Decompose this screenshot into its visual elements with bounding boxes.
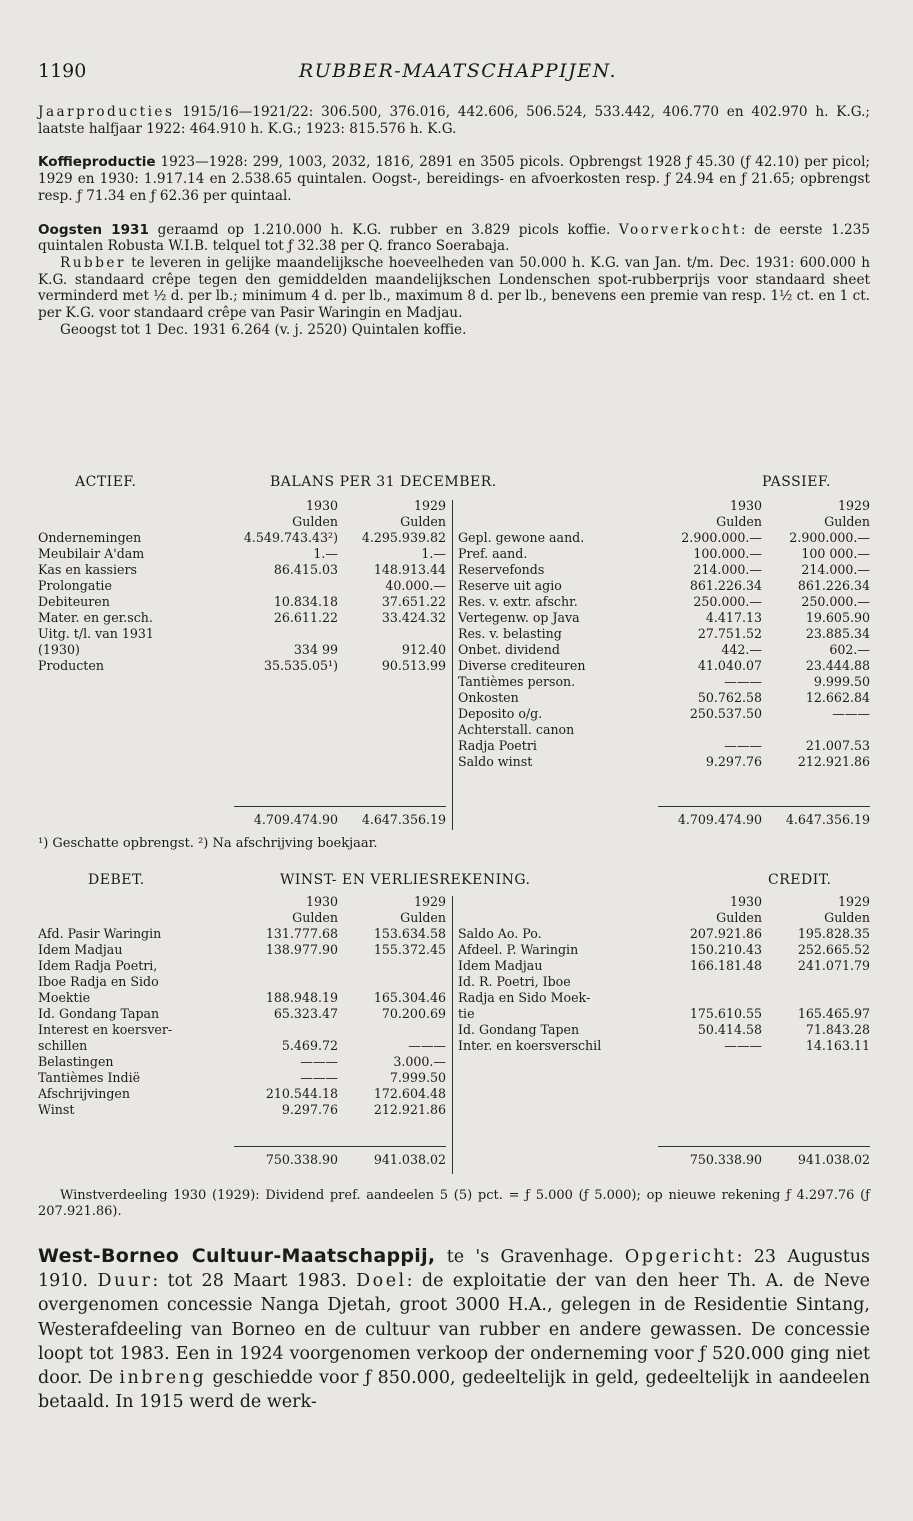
row-label: Gepl. gewone aand. (458, 530, 585, 545)
value-1930 (234, 626, 338, 642)
table-row (38, 1006, 446, 1022)
spaced-term: Duur (97, 1271, 153, 1292)
value-1929: 71.843.28 (805, 1022, 870, 1037)
value-1930 (234, 578, 338, 594)
year-header: 1929 (413, 894, 446, 909)
total-value: 750.338.90 (265, 1152, 338, 1167)
row-label: Pref. aand. (458, 546, 528, 561)
credit-table (458, 894, 870, 1054)
value-1930: ——— (724, 674, 762, 689)
value-1930: 4.549.743.43²) (243, 530, 338, 545)
table-row (458, 754, 870, 770)
value-1929: ——— (832, 706, 870, 721)
currency-header: Gulden (292, 910, 338, 925)
currency-header: Gulden (824, 910, 870, 925)
spaced-term: inbreng (119, 1368, 207, 1389)
table-row (458, 926, 870, 942)
value-1929: 40.000.— (385, 578, 446, 593)
currency-header: Gulden (716, 514, 762, 529)
bold-term: Oogsten 1931 (38, 221, 149, 238)
bold-term: Koffieproductie (38, 154, 156, 171)
value-1929 (762, 722, 870, 738)
row-label: Radja Poetri (458, 738, 537, 753)
debet-totals (234, 1152, 446, 1168)
value-1929: 4.295.939.82 (361, 530, 446, 545)
row-label: (1930) (38, 642, 80, 657)
table-row (38, 958, 446, 974)
total-value: 941.038.02 (797, 1152, 870, 1167)
table-row (458, 674, 870, 690)
table-row (38, 1038, 446, 1054)
value-1929: 19.605.90 (805, 610, 870, 625)
value-1930: 207.921.86 (689, 926, 762, 941)
value-1929 (338, 958, 446, 974)
paragraph-text: : 23 Augustus 1910. (38, 1247, 870, 1292)
page-number: 1190 (38, 60, 87, 82)
row-label: Id. Gondang Tapen (458, 1022, 580, 1037)
table-row (38, 546, 446, 562)
table-row (458, 958, 870, 974)
row-label: Winst (38, 1102, 75, 1117)
total-value: 4.709.474.90 (253, 812, 338, 827)
row-label: Id. R. Poetri, Iboe (458, 974, 571, 989)
value-1930: 334 99 (293, 642, 338, 657)
value-1930: 250.000.— (693, 594, 762, 609)
value-1929: 7.999.50 (389, 1070, 446, 1085)
table-row (458, 610, 870, 626)
table-row (38, 594, 446, 610)
value-1929: 70.200.69 (381, 1006, 446, 1021)
paragraph-text: te leveren in gelijke maandelijksche hoeveelheden van 50.000 h. K.G. van Jan. t/m. Dec. 1931: 600.000 h K.G. standaard crêpe tegen den gemiddelden maandelijkschen Londenschen spot-rubberprijs voor standaard sheet verminderd met ½ d. per lb.; minimum 4 d. per lb., maximum 8 d. per lb., benevens een premie van resp. 1½ ct. en 1 ct. per K.G. voor standaard crêpe van Pasir Waringin en Madjau. (38, 254, 870, 322)
value-1930: 50.414.58 (697, 1022, 762, 1037)
intro-text (38, 104, 870, 338)
company-name: West-Borneo Cultuur-Maatschappij, (38, 1245, 436, 1267)
row-label: Id. Gondang Tapan (38, 1006, 160, 1021)
oogsten-paragraph (38, 222, 870, 255)
row-label: Afschrijvingen (38, 1086, 130, 1101)
paragraph-text: : tot 28 Maart 1983. (152, 1271, 357, 1292)
row-label: Onkosten (458, 690, 519, 705)
value-1930 (658, 974, 762, 990)
balans-divider (452, 500, 453, 830)
table-row (458, 990, 870, 1006)
table-row (38, 926, 446, 942)
west-borneo-paragraph (38, 1244, 870, 1414)
table-row (38, 1054, 446, 1070)
value-1929: 9.999.50 (813, 674, 870, 689)
table-row (458, 658, 870, 674)
value-1929: 602.— (829, 642, 870, 657)
value-1929: 90.513.99 (381, 658, 446, 673)
value-1929: 2.900.000.— (789, 530, 870, 545)
table-row (38, 974, 446, 990)
value-1929: 241.071.79 (797, 958, 870, 973)
table-row (458, 626, 870, 642)
running-title: RUBBER-MAATSCHAPPIJEN. (298, 60, 618, 82)
table-row (458, 1006, 870, 1022)
row-label: Idem Radja Poetri, (38, 958, 158, 973)
row-label: Radja en Sido Moek- (458, 990, 591, 1005)
table-row (38, 578, 446, 594)
spaced-term: Doel (356, 1271, 407, 1292)
rubber-paragraph (38, 255, 870, 322)
value-1930: 100.000.— (693, 546, 762, 561)
value-1929: 252.665.52 (797, 942, 870, 957)
value-1930: 2.900.000.— (681, 530, 762, 545)
value-1930 (658, 722, 762, 738)
row-label: Producten (38, 658, 104, 673)
table-row (458, 690, 870, 706)
actief-totals (234, 812, 446, 828)
table-row (38, 530, 446, 546)
spaced-term: Rubber (60, 254, 126, 271)
total-value: 4.709.474.90 (677, 812, 762, 827)
value-1930: 188.948.19 (265, 990, 338, 1005)
passief-heading: PASSIEF. (762, 474, 831, 490)
table-row (458, 738, 870, 754)
table-row (458, 530, 870, 546)
year-header: 1929 (837, 498, 870, 513)
table-row (38, 642, 446, 658)
table-row (458, 722, 870, 738)
jaarproducties-paragraph (38, 104, 870, 137)
value-1929 (762, 990, 870, 1006)
actief-heading: ACTIEF. (75, 474, 137, 490)
row-label: Debiteuren (38, 594, 110, 609)
spaced-term: Voorverkocht (618, 221, 741, 238)
value-1930: 166.181.48 (689, 958, 762, 973)
row-label: Ondernemingen (38, 530, 142, 545)
value-1930: 27.751.52 (697, 626, 762, 641)
table-row (38, 1022, 446, 1038)
value-1929 (762, 974, 870, 990)
geoogst-paragraph: Geoogst tot 1 Dec. 1931 6.264 (v. j. 2520) Quintalen koffie. (60, 321, 467, 338)
value-1929: 33.424.32 (381, 610, 446, 625)
value-1929: 14.163.11 (805, 1038, 870, 1053)
value-1930: 35.535.05¹) (263, 658, 338, 673)
value-1930: 50.762.58 (697, 690, 762, 705)
value-1930: ——— (300, 1054, 338, 1069)
value-1929: 165.465.97 (797, 1006, 870, 1021)
value-1930: 442.— (721, 642, 762, 657)
value-1929: 250.000.— (801, 594, 870, 609)
table-row (458, 546, 870, 562)
value-1929: 165.304.46 (373, 990, 446, 1005)
paragraph-text: 1915/16—1921/22: 306.500, 376.016, 442.606, 506.524, 533.442, 406.770 en 402.970 h. K.G.; laatste halfjaar 1922: 464.910 h. K.G.; 1923: 815.576 h. K.G. (38, 104, 870, 137)
value-1929 (338, 974, 446, 990)
year-header: 1929 (413, 498, 446, 513)
value-1930: ——— (724, 738, 762, 753)
value-1930: 86.415.03 (273, 562, 338, 577)
table-row (38, 990, 446, 1006)
row-label: Mater. en ger.sch. (38, 610, 153, 625)
currency-header: Gulden (400, 910, 446, 925)
row-label: Onbet. dividend (458, 642, 560, 657)
value-1930: ——— (724, 1038, 762, 1053)
row-label: Deposito o/g. (458, 706, 543, 721)
table-row (38, 658, 446, 674)
table-row (458, 942, 870, 958)
value-1929: 21.007.53 (805, 738, 870, 753)
table-row (38, 1070, 446, 1086)
passief-totals (658, 812, 870, 828)
row-label: Meubilair A'dam (38, 546, 145, 561)
row-label: Reservefonds (458, 562, 545, 577)
value-1930: 250.537.50 (689, 706, 762, 721)
table-row (38, 1102, 446, 1118)
credit-heading: CREDIT. (768, 872, 832, 888)
value-1929: 23.444.88 (805, 658, 870, 673)
value-1930: 175.610.55 (689, 1006, 762, 1021)
debet-table (38, 894, 446, 1118)
west-borneo-section (38, 1244, 870, 1414)
value-1930: 10.834.18 (273, 594, 338, 609)
value-1930 (234, 1022, 338, 1038)
value-1929: 912.40 (401, 642, 446, 657)
table-row (458, 562, 870, 578)
table-row (38, 1086, 446, 1102)
debet-heading: DEBET. (88, 872, 145, 888)
row-label: Belastingen (38, 1054, 114, 1069)
row-label: Res. v. belasting (458, 626, 562, 641)
table-row (458, 1038, 870, 1054)
value-1929: 37.651.22 (381, 594, 446, 609)
table-row (38, 626, 446, 642)
year-header: 1930 (729, 498, 762, 513)
value-1930 (658, 990, 762, 1006)
value-1929: ——— (408, 1038, 446, 1053)
value-1929: 3.000.— (393, 1054, 446, 1069)
currency-header: Gulden (292, 514, 338, 529)
row-label: Afdeel. P. Waringin (458, 942, 579, 957)
value-1930 (234, 958, 338, 974)
value-1930: 1.— (313, 546, 338, 561)
spaced-term: Opgericht (624, 1247, 737, 1267)
value-1930: 9.297.76 (281, 1102, 338, 1117)
value-1929: 212.921.86 (797, 754, 870, 769)
table-row (458, 578, 870, 594)
row-label: schillen (38, 1038, 88, 1053)
value-1930: 9.297.76 (705, 754, 762, 769)
value-1929: 172.604.48 (373, 1086, 446, 1101)
row-label: Afd. Pasir Waringin (38, 926, 162, 941)
note-text: Winstverdeeling 1930 (1929): Dividend pref. aandeelen 5 (5) pct. = ƒ 5.000 (ƒ 5.000); op nieuwe rekening ƒ 4.297.76 (ƒ 207.921.86). (38, 1188, 870, 1219)
value-1930: ——— (300, 1070, 338, 1085)
value-1929: 12.662.84 (805, 690, 870, 705)
table-row (458, 642, 870, 658)
balans-footnote: ¹) Geschatte opbrengst. ²) Na afschrijving boekjaar. (38, 836, 378, 851)
row-label: Idem Madjau (38, 942, 123, 957)
row-label: Iboe Radja en Sido (38, 974, 159, 989)
credit-totals (658, 1152, 870, 1168)
value-1930: 65.323.47 (273, 1006, 338, 1021)
value-1930: 41.040.07 (697, 658, 762, 673)
value-1930: 26.611.22 (273, 610, 338, 625)
total-value: 4.647.356.19 (361, 812, 446, 827)
spaced-term: Jaarproducties (38, 104, 175, 120)
year-header: 1929 (837, 894, 870, 909)
table-row (458, 594, 870, 610)
row-label: Inter. en koersverschil (458, 1038, 602, 1053)
table-row (458, 1022, 870, 1038)
value-1929: 148.913.44 (373, 562, 446, 577)
row-label: Idem Madjau (458, 958, 543, 973)
value-1930: 4.417.13 (705, 610, 762, 625)
row-label: Prolongatie (38, 578, 112, 593)
year-header: 1930 (305, 498, 338, 513)
currency-header: Gulden (716, 910, 762, 925)
value-1930: 138.977.90 (265, 942, 338, 957)
value-1929: 100 000.— (801, 546, 870, 561)
total-rule (658, 806, 870, 807)
value-1929: 861.226.34 (797, 578, 870, 593)
value-1930: 861.226.34 (689, 578, 762, 593)
total-rule (234, 1146, 446, 1147)
table-row (458, 706, 870, 722)
value-1929 (338, 626, 446, 642)
paragraph-text: geschiedde voor ƒ 850.000, gedeeltelijk in geld, gedeeltelijk in aandeelen betaald. In 1915 werd de werk- (38, 1368, 870, 1413)
value-1930: 5.469.72 (281, 1038, 338, 1053)
row-label: tie (458, 1006, 475, 1021)
paragraph-text: : de exploitatie der van den heer Th. A. de Neve overgenomen concessie Nanga Djetah, groot 3000 H.A., gelegen in de Residentie Sintang, Westerafdeeling van Borneo en de cultuur van rubber en andere gewassen. De concessie loopt tot 1983. Een in 1924 voorgenomen verkoop der onderneming voor ƒ 520.000 ging niet door. De (38, 1271, 870, 1389)
value-1929: 214.000.— (801, 562, 870, 577)
row-label: Interest en koersver- (38, 1022, 173, 1037)
currency-header: Gulden (400, 514, 446, 529)
total-value: 941.038.02 (373, 1152, 446, 1167)
row-label: Saldo Ao. Po. (458, 926, 542, 941)
total-value: 4.647.356.19 (785, 812, 870, 827)
value-1929: 212.921.86 (373, 1102, 446, 1117)
row-label: Uitg. t/l. van 1931 (38, 626, 154, 641)
value-1929: 155.372.45 (373, 942, 446, 957)
actief-table (38, 498, 446, 674)
page-header (38, 60, 878, 90)
winstverdeeling-note (38, 1188, 870, 1220)
row-label: Res. v. extr. afschr. (458, 594, 578, 609)
row-label: Kas en kassiers (38, 562, 137, 577)
total-rule (658, 1146, 870, 1147)
row-label: Saldo winst (458, 754, 533, 769)
paragraph-text: : de eerste 1.235 quintalen Robusta W.I.B. telquel tot ƒ 32.38 per Q. franco Soerabaja. (38, 221, 870, 255)
paragraph-text: te 's Gravenhage. (435, 1247, 625, 1267)
row-label: Tantièmes person. (458, 674, 576, 689)
row-label: Tantièmes Indië (38, 1070, 141, 1085)
passief-table (458, 498, 870, 770)
total-value: 750.338.90 (689, 1152, 762, 1167)
row-label: Diverse crediteuren (458, 658, 586, 673)
value-1930: 214.000.— (693, 562, 762, 577)
table-row (38, 562, 446, 578)
row-label: Moektie (38, 990, 91, 1005)
value-1929: 1.— (421, 546, 446, 561)
table-row (38, 610, 446, 626)
winst-heading: WINST- EN VERLIESREKENING. (280, 872, 531, 888)
currency-header: Gulden (824, 514, 870, 529)
row-label: Reserve uit agio (458, 578, 562, 593)
table-row (38, 942, 446, 958)
year-header: 1930 (305, 894, 338, 909)
value-1929: 195.828.35 (797, 926, 870, 941)
value-1929: 23.885.34 (805, 626, 870, 641)
value-1930 (234, 974, 338, 990)
paragraph-text: 1923—1928: 299, 1003, 2032, 1816, 2891 en 3505 picols. Opbrengst 1928 ƒ 45.30 (ƒ 42.10) per picol; 1929 en 1930: 1.917.14 en 2.538.65 quintalen. Oogst-, bereidings- en afvoerkosten resp. ƒ 24.94 en ƒ 21.65; opbrengst resp. ƒ 71.34 en ƒ 62.36 per quintaal. (38, 154, 870, 204)
total-rule (234, 806, 446, 807)
row-label: Vertegenw. op Java (458, 610, 580, 625)
paragraph-text: geraamd op 1.210.000 h. K.G. rubber en 3.829 picols koffie. (148, 221, 619, 238)
value-1930: 131.777.68 (265, 926, 338, 941)
value-1930: 210.544.18 (265, 1086, 338, 1101)
year-header: 1930 (729, 894, 762, 909)
value-1929: 153.634.58 (373, 926, 446, 941)
balans-heading: BALANS PER 31 DECEMBER. (270, 474, 497, 490)
koffieproductie-paragraph (38, 154, 870, 204)
table-row (458, 974, 870, 990)
value-1929 (338, 1022, 446, 1038)
value-1930: 150.210.43 (689, 942, 762, 957)
winst-divider (452, 896, 453, 1174)
row-label: Achterstall. canon (458, 722, 575, 737)
